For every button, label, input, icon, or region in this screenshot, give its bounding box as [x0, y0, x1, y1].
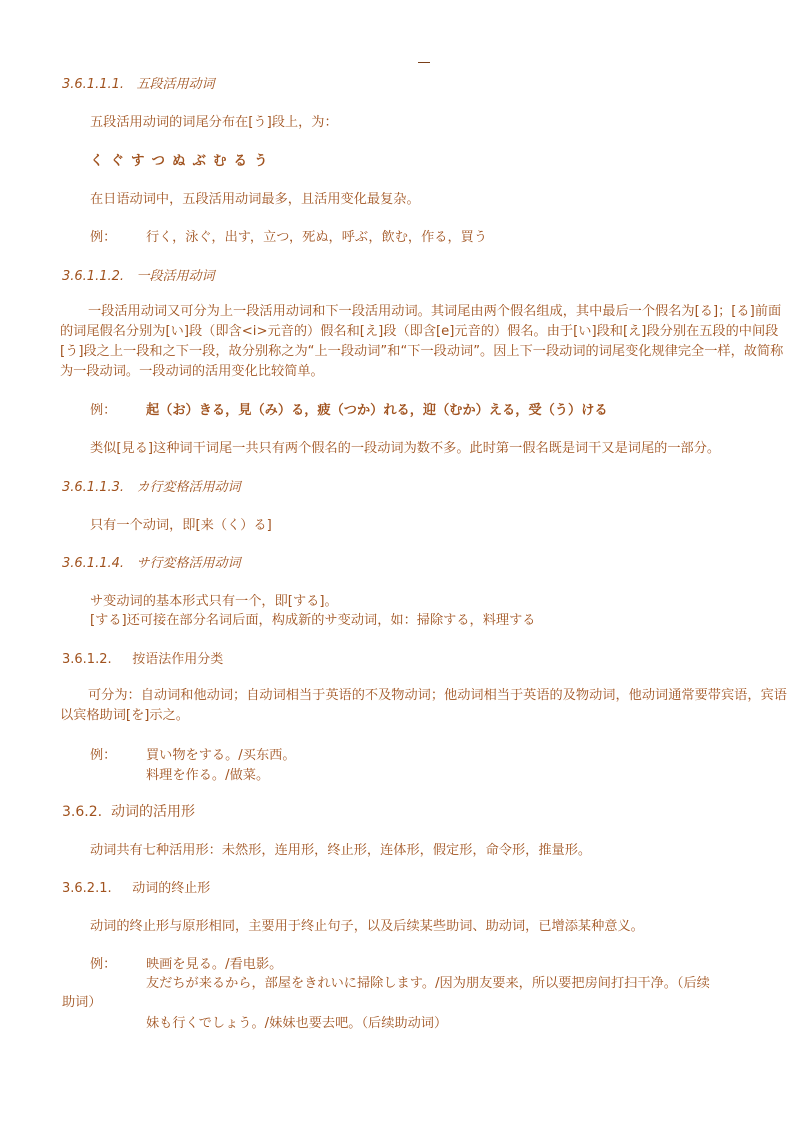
heading-number: 3.6.2.: [62, 804, 103, 820]
example-text: 友だちが来るから，部屋をきれいに掃除します。/因为朋友要来，所以要把房间打扫干净。（后续: [146, 976, 710, 991]
heading-3-6-1-1-3: [62, 476, 240, 495]
heading-number: 3.6.1.2.: [62, 652, 112, 667]
heading-title: 动词的活用形: [110, 804, 195, 820]
heading-title: サ行変格活用动词: [136, 556, 241, 571]
paragraph: 五段活用动词的词尾分布在[う]段上，为：: [90, 115, 338, 130]
paragraph: サ变动词的基本形式只有一个，即[する]。: [90, 594, 338, 609]
example-text: 助词）: [62, 995, 102, 1010]
heading-3-6-2-1: [62, 877, 210, 896]
heading-number: 3.6.1.1.3.: [62, 480, 125, 495]
example-label: 例：: [90, 957, 117, 972]
heading-title: 动词的终止形: [132, 881, 211, 896]
heading-title: 五段活用动词: [136, 77, 215, 92]
paragraph: 类似[見る]这种词干词尾一共只有两个假名的一段动词为数不多。此时第一假名既是词干又是词尾的一部分。: [90, 441, 721, 456]
example-text: 起（お）きる，見（み）る，疲（つか）れる，迎（むか）える，受（う）ける: [146, 403, 608, 418]
heading-3-6-1-1-2: [62, 265, 214, 284]
heading-title: 按语法作用分类: [132, 652, 224, 667]
paragraph: 可分为：自动词和他动词；自动词相当于英语的不及物动词；他动词相当于英语的及物动词，他动词通常要带宾语，宾语以宾格助词[を]示之。: [60, 688, 787, 723]
paragraph: 在日语动词中，五段活用动词最多，且活用变化最复杂。: [90, 192, 420, 207]
paragraph: 只有一个动词，即[来（く）る]: [90, 518, 272, 533]
heading-3-6-1-1-4: [62, 552, 240, 571]
kana-list: くぐすつぬぶむるう: [90, 153, 275, 169]
paragraph: [する]还可接在部分名词后面，构成新的サ变动词，如：掃除する，料理する: [90, 613, 536, 628]
heading-number: 3.6.1.1.4.: [62, 556, 125, 571]
heading-3-6-1-2: [62, 648, 223, 667]
heading-number: 3.6.1.1.1.: [62, 77, 125, 92]
example-label: 例：: [90, 748, 117, 763]
paragraph: 动词共有七种活用形：未然形，连用形，终止形，连体形，假定形，命令形，推量形。: [90, 843, 592, 858]
page-marker: [418, 62, 430, 63]
heading-number: 3.6.2.1.: [62, 881, 112, 896]
heading-3-6-2: [62, 801, 195, 821]
example-text: 買い物をする。/买东西。: [146, 748, 296, 763]
paragraph: 一段活用动词又可分为上一段活用动词和下一段活用动词。其词尾由两个假名组成，其中最后一个假名为[る]；[る]前面的词尾假名分别为[い]段（即含<i>元音的）假名和[え]段（即含[e]元音的）假名。由于[い]段和[え]段分别在五段的中间段[う]段之上一段和之下一段，故分别称之为“上一段动词”和“下一段动词”。因上下一段动词的词尾变化规律完全一样，故简称为一段动词。一段动词的活用变化比较简单。: [60, 304, 784, 379]
example-label: 例：: [90, 403, 117, 418]
example-text: 映画を見る。/看电影。: [146, 957, 283, 972]
example-text: 妹も行くでしょう。/妹妹也要去吧。（后续助动词）: [146, 1016, 448, 1031]
example-text: 料理を作る。/做菜。: [146, 768, 270, 783]
example-text: 行く，泳ぐ，出す，立つ，死ぬ，呼ぶ，飲む，作る，買う: [146, 230, 488, 245]
heading-title: 一段活用动词: [136, 269, 215, 284]
example-label: 例：: [90, 230, 117, 245]
paragraph: 动词的终止形与原形相同，主要用于终止句子，以及后续某些助词、助动词，已增添某种意义。: [90, 919, 644, 934]
heading-number: 3.6.1.1.2.: [62, 269, 125, 284]
heading-title: カ行変格活用动词: [136, 480, 241, 495]
heading-3-6-1-1-1: [62, 73, 214, 92]
